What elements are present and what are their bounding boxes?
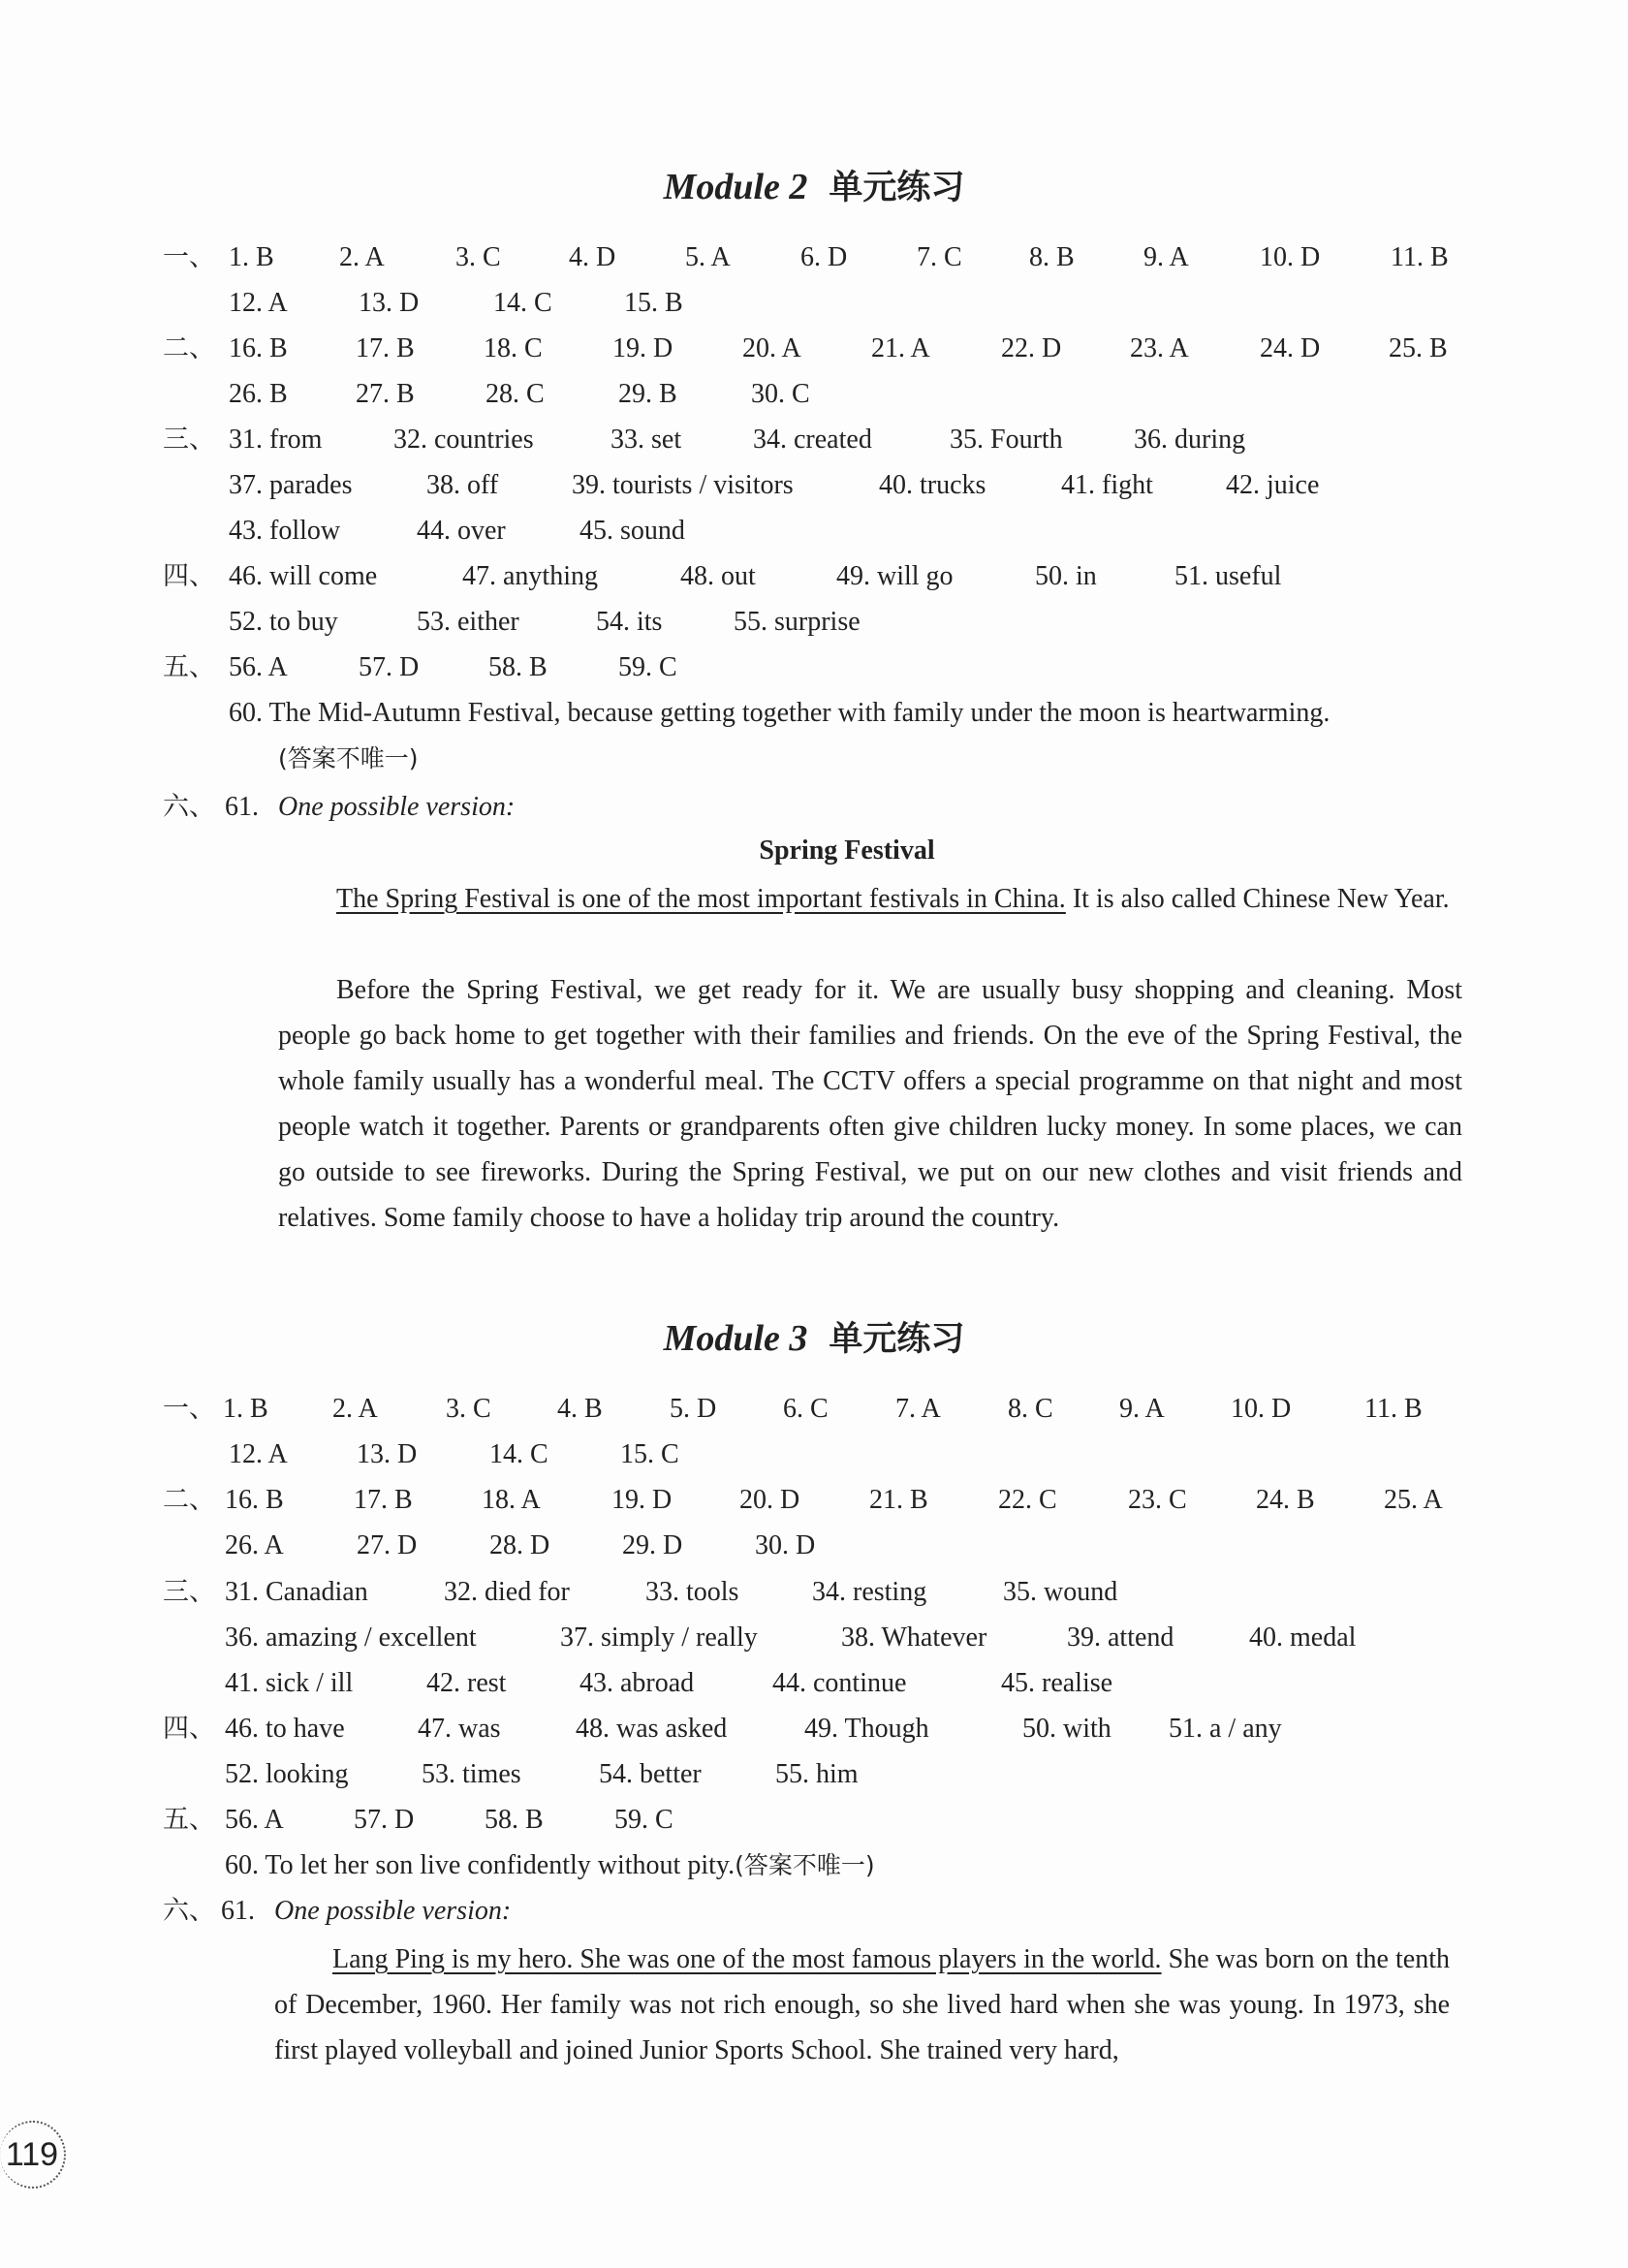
module2-title-cn: 单元练习: [829, 169, 965, 207]
answer: 13. D: [359, 288, 420, 318]
note-text: (答案不唯一): [735, 1851, 875, 1879]
answer: 41. sick / ill: [225, 1668, 354, 1698]
answer: 45. realise: [1001, 1668, 1113, 1698]
m3-sec2-row1: [0, 1481, 1628, 1520]
answer: 17. B: [354, 1485, 413, 1515]
answer: 54. its: [596, 607, 663, 637]
answer: 22. D: [1001, 333, 1062, 363]
m2-sec3-row1: [0, 421, 1628, 459]
m3-sec3-row3: [0, 1664, 1628, 1703]
answer: 30. D: [755, 1530, 816, 1560]
answer: 27. D: [357, 1530, 418, 1560]
module3-title-cn: 单元练习: [829, 1320, 965, 1359]
m2-q60: [229, 694, 1330, 733]
section-label: 二、: [163, 1485, 215, 1515]
answer: 48. was asked: [576, 1714, 728, 1744]
note-text: (答案不唯一): [278, 744, 419, 772]
answer: 29. B: [618, 379, 677, 409]
answer: 52. to buy: [229, 607, 338, 637]
answer: 40. medal: [1249, 1622, 1357, 1653]
answer: 24. D: [1260, 333, 1321, 363]
section-label: 四、: [163, 1714, 215, 1744]
answer: 49. Though: [804, 1714, 929, 1744]
answer: 33. tools: [645, 1577, 739, 1607]
answer: 48. out: [680, 561, 756, 591]
answer: 16. B: [229, 333, 288, 363]
answer: 4. B: [557, 1394, 603, 1424]
answer: 9. A: [1143, 242, 1189, 272]
answer: 16. B: [225, 1485, 284, 1515]
module2-title-en: Module 2: [663, 167, 808, 207]
m3-sec6-row: [0, 1892, 1628, 1931]
answer: 52. looking: [225, 1759, 349, 1789]
answer: 8. C: [1008, 1394, 1053, 1424]
answer: 50. in: [1035, 561, 1097, 591]
answer: 42. rest: [426, 1668, 507, 1698]
answer: 31. from: [229, 425, 323, 455]
answer: 7. C: [917, 242, 962, 272]
answer: 25. B: [1389, 333, 1448, 363]
answer: 19. D: [611, 1485, 673, 1515]
essay-paragraph-1: [274, 1937, 1450, 2073]
m2-sec2-row2: [0, 375, 1628, 414]
section-label: 五、: [163, 652, 215, 682]
m3-sec1-row1: [0, 1390, 1628, 1429]
question-number: 61.: [225, 792, 259, 822]
answer: 49. will go: [836, 561, 954, 591]
answer: 37. parades: [229, 470, 353, 500]
answer: 12. A: [229, 1439, 288, 1469]
answer: 58. B: [485, 1805, 544, 1835]
section-label: 三、: [163, 1577, 215, 1607]
m3-sec1-row2: [0, 1435, 1628, 1474]
answer: 57. D: [359, 652, 420, 682]
answer: 13. D: [357, 1439, 418, 1469]
answer: 14. C: [493, 288, 552, 318]
version-label: One possible version:: [274, 1896, 512, 1926]
m2-sec4-row2: [0, 603, 1628, 642]
m3-sec4-row2: [0, 1755, 1628, 1794]
version-label: One possible version:: [278, 792, 516, 822]
answer: 50. with: [1022, 1714, 1111, 1744]
answer: 1. B: [229, 242, 274, 272]
answer-60: 60. To let her son live confidently without pity.: [225, 1850, 736, 1880]
answer: 7. A: [895, 1394, 941, 1424]
answer: 59. C: [614, 1805, 673, 1835]
m2-sec1-row2: [0, 284, 1628, 323]
answer: 28. D: [489, 1530, 550, 1560]
answer: 44. continue: [772, 1668, 907, 1698]
answer: 18. C: [484, 333, 543, 363]
answer: 3. C: [455, 242, 501, 272]
m2-sec3-row3: [0, 512, 1628, 551]
answer: 32. countries: [393, 425, 534, 455]
answer: 22. C: [998, 1485, 1057, 1515]
answer: 15. B: [624, 288, 683, 318]
module3-title-en: Module 3: [663, 1318, 808, 1359]
answer: 34. resting: [812, 1577, 927, 1607]
answer: 56. A: [225, 1805, 284, 1835]
answer: 20. A: [742, 333, 801, 363]
answer: 10. D: [1231, 1394, 1292, 1424]
answer: 40. trucks: [879, 470, 986, 500]
answer: 43. abroad: [579, 1668, 695, 1698]
answer-60: 60. The Mid-Autumn Festival, because getting together with family under the moon is heartwarming.: [229, 698, 1331, 728]
answer: 39. tourists / visitors: [572, 470, 794, 500]
answer: 55. him: [775, 1759, 859, 1789]
answer: 58. B: [488, 652, 548, 682]
answer: 1. B: [223, 1394, 268, 1424]
m3-sec3-row2: [0, 1619, 1628, 1657]
m3-sec3-row1: [0, 1573, 1628, 1612]
section-label: 一、: [163, 1394, 215, 1424]
answer: 38. Whatever: [841, 1622, 987, 1653]
answer: 41. fight: [1061, 470, 1153, 500]
m2-q60-note: [278, 740, 419, 778]
answer: 6. D: [800, 242, 848, 272]
answer: 39. attend: [1067, 1622, 1174, 1653]
answer: 45. sound: [579, 516, 685, 546]
answer: 23. A: [1130, 333, 1189, 363]
paragraph-text: It is also called Chinese New Year.: [1065, 884, 1450, 914]
answer: 36. during: [1134, 425, 1246, 455]
answer: 35. wound: [1003, 1577, 1118, 1607]
answer: 10. D: [1260, 242, 1321, 272]
answer: 53. either: [417, 607, 519, 637]
essay-title: Spring Festival: [759, 835, 935, 866]
answer: 32. died for: [444, 1577, 570, 1607]
answer: 35. Fourth: [950, 425, 1063, 455]
answer: 2. A: [339, 242, 385, 272]
answer: 56. A: [229, 652, 288, 682]
answer: 26. A: [225, 1530, 284, 1560]
essay-paragraph-1: [278, 876, 1462, 922]
m2-sec3-row2: [0, 466, 1628, 505]
answer: 18. A: [482, 1485, 541, 1515]
answer: 47. was: [418, 1714, 501, 1744]
answer: 19. D: [612, 333, 673, 363]
answer: 42. juice: [1226, 470, 1320, 500]
answer: 4. D: [569, 242, 616, 272]
answer: 23. C: [1128, 1485, 1187, 1515]
answer: 53. times: [422, 1759, 521, 1789]
answer: 8. B: [1029, 242, 1075, 272]
answer: 46. will come: [229, 561, 378, 591]
answer: 5. D: [670, 1394, 717, 1424]
answer: 12. A: [229, 288, 288, 318]
m2-sec6-row: [0, 788, 1628, 827]
answer: 59. C: [618, 652, 677, 682]
answer: 15. C: [620, 1439, 679, 1469]
answer: 9. A: [1119, 1394, 1165, 1424]
answer: 47. anything: [462, 561, 598, 591]
section-label: 四、: [163, 561, 215, 591]
m2-sec5-row1: [0, 648, 1628, 687]
section-label: 六、: [163, 792, 215, 822]
answer: 29. D: [622, 1530, 683, 1560]
answer: 26. B: [229, 379, 288, 409]
answer: 5. A: [685, 242, 731, 272]
answer: 38. off: [426, 470, 499, 500]
m3-q60: [225, 1846, 875, 1885]
section-label: 一、: [163, 242, 215, 272]
module2-title: [0, 161, 1628, 209]
answer: 31. Canadian: [225, 1577, 368, 1607]
topic-sentence: Lang Ping is my hero. She was one of the most famous players in the world.: [332, 1944, 1162, 1974]
m3-sec4-row1: [0, 1710, 1628, 1748]
answer: 21. A: [871, 333, 930, 363]
answer: 28. C: [485, 379, 545, 409]
section-label: 六、: [163, 1896, 215, 1926]
answer: 17. B: [356, 333, 415, 363]
answer: 34. created: [753, 425, 872, 455]
answer: 54. better: [599, 1759, 702, 1789]
answer: 51. a / any: [1169, 1714, 1282, 1744]
m2-sec4-row1: [0, 557, 1628, 596]
answer: 55. surprise: [734, 607, 861, 637]
answer: 36. amazing / excellent: [225, 1622, 477, 1653]
essay-paragraph-2: Before the Spring Festival, we get ready for it. We are usually busy shopping and cleaning. Most people go back home to get together with their families and friends. On the eve of the Spring Festival, the whole family usually has a wonderful meal. The CCTV offers a special programme on that night and most people watch it together. Parents or grandparents often give children lucky money. In some places, we can go outside to see fireworks. During the Spring Festival, we put on our new clothes and visit friends and relatives. Some family choose to have a holiday trip around the country.: [278, 975, 1462, 1233]
answer: 30. C: [751, 379, 810, 409]
section-label: 二、: [163, 333, 215, 363]
answer: 46. to have: [225, 1714, 345, 1744]
answer: 27. B: [356, 379, 415, 409]
answer: 25. A: [1384, 1485, 1443, 1515]
answer: 21. B: [869, 1485, 928, 1515]
answer: 2. A: [332, 1394, 378, 1424]
answer: 3. C: [446, 1394, 491, 1424]
m2-sec2-row1: [0, 330, 1628, 368]
answer: 37. simply / really: [560, 1622, 758, 1653]
m3-sec2-row2: [0, 1527, 1628, 1565]
answer: 20. D: [739, 1485, 800, 1515]
answer: 33. set: [610, 425, 682, 455]
answer: 14. C: [489, 1439, 548, 1469]
topic-sentence: The Spring Festival is one of the most important festivals in China.: [336, 884, 1066, 914]
m3-sec5-row1: [0, 1801, 1628, 1840]
answer: 11. B: [1391, 242, 1449, 272]
question-number: 61.: [221, 1896, 255, 1926]
page-number: 119: [0, 2121, 66, 2189]
section-label: 五、: [163, 1805, 215, 1835]
answer: 24. B: [1256, 1485, 1315, 1515]
answer: 51. useful: [1174, 561, 1282, 591]
m2-sec1-row1: [0, 238, 1628, 277]
module3-title: [0, 1312, 1628, 1361]
answer: 6. C: [783, 1394, 829, 1424]
paragraph-text: She was born on the tenth of December, 1960. Her family was not rich enough, so she lived hard when she was young. In 1973, she first played volleyball and joined Junior Sports School. She trained very hard,: [274, 1944, 1450, 2065]
section-label: 三、: [163, 425, 215, 455]
answer: 43. follow: [229, 516, 341, 546]
answer: 44. over: [417, 516, 506, 546]
answer: 11. B: [1364, 1394, 1423, 1424]
answer: 57. D: [354, 1805, 415, 1835]
